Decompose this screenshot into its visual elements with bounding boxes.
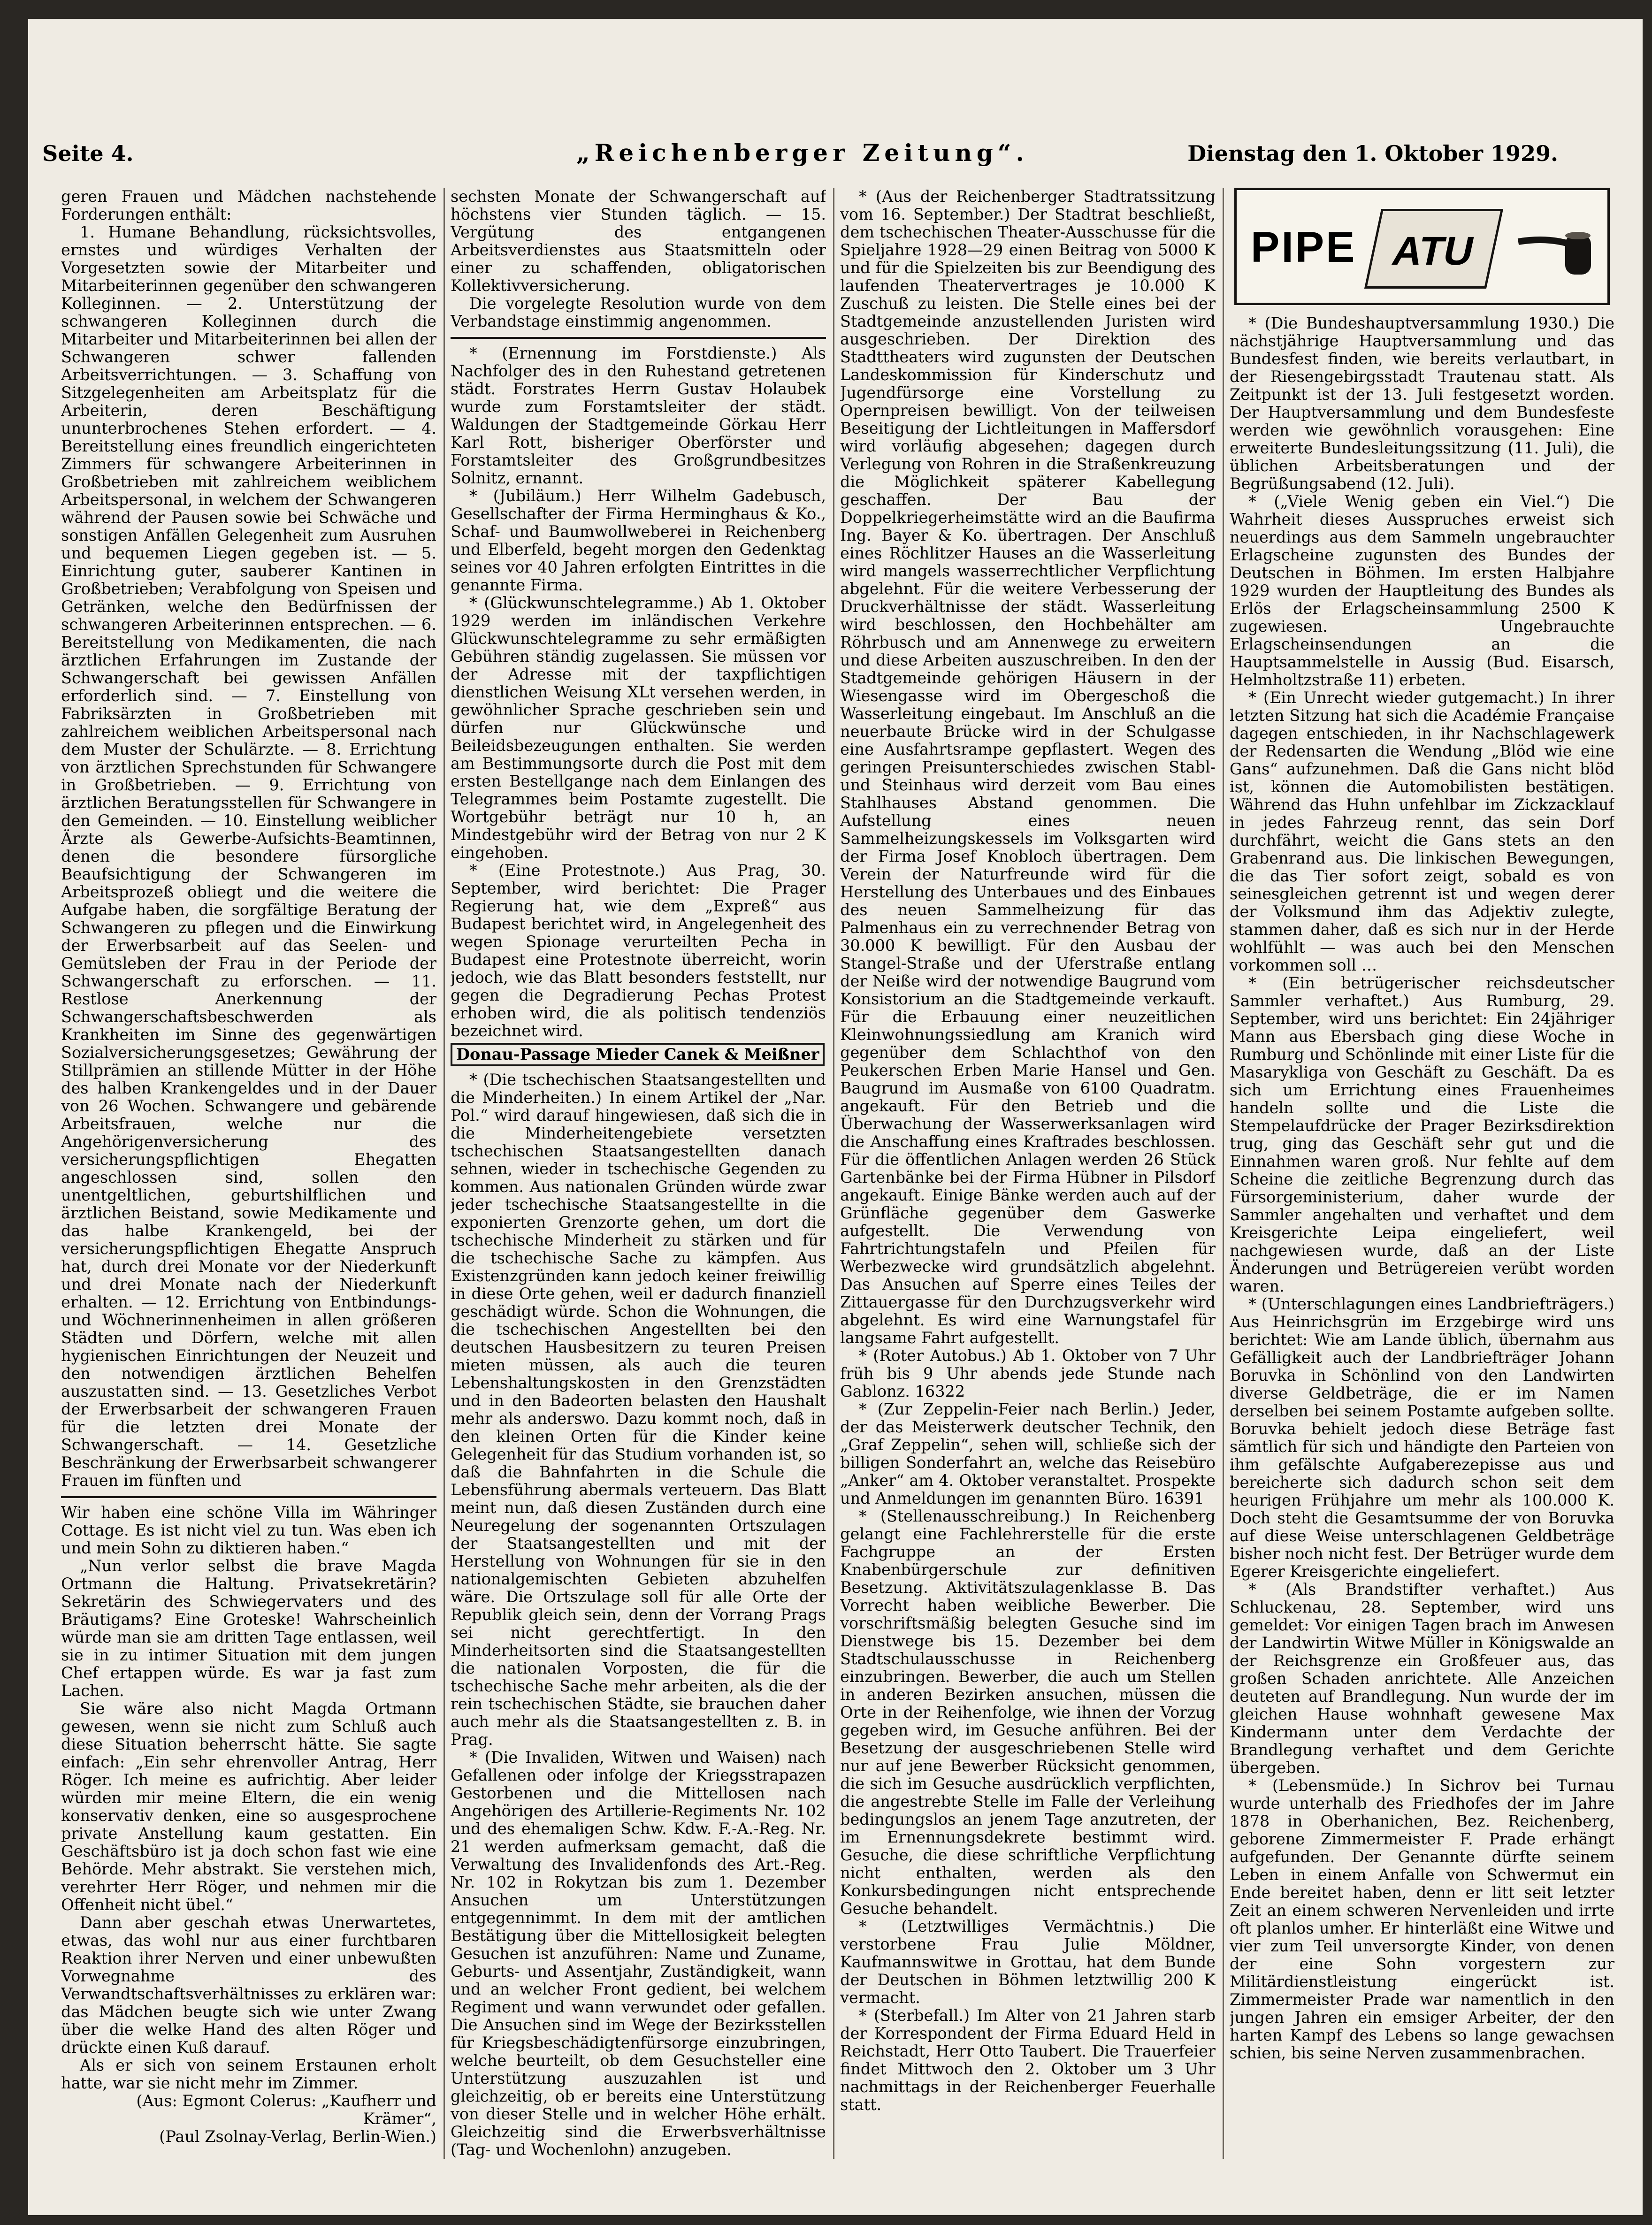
page-number: Seite 4. bbox=[42, 141, 134, 166]
news-item: * (Jubiläum.) Herr Wilhelm Gadebusch, Gesellschafter der Firma Herminghaus & Ko., Schaf- und Baumwollweberei in Reichenberg und Elberfeld, begeht morgen den Gedenktag seines vor 40 Jahren erfolgten Eintrittes in die genannte Firma. bbox=[451, 487, 826, 594]
news-item: * (Zur Zeppelin-Feier nach Berlin.) Jeder, der das Meisterwerk deutscher Technik, den „Graf Zeppelin“, sehen will, schließe sich der billigen Sonderfahrt an, welche das Reisebüro „Anker“ am 4. Oktober veranstaltet. Prospekte und Anmeldungen im genannten Büro. 16391 bbox=[840, 1400, 1216, 1507]
column-divider bbox=[1223, 188, 1224, 2159]
article-text: geren Frauen und Mädchen nachstehende Forderungen enthält: bbox=[61, 188, 436, 223]
section-rule bbox=[451, 337, 826, 339]
news-item: * (Unterschlagungen eines Landbriefträgers.) Aus Heinrichsgrün im Erzgebirge wird uns berichtet: Wie am Lande üblich, übernahm aus Gefälligkeit auch der Landbriefträger Johann Boruvka in Schönlind von den Landwirten diverse Geldbeträge, die er im Namen derselben bei seinem Postamte aufgeben sollte. Boruvka behielt jedoch diese Beträge fast sämtlich für sich und händigte den Parteien von ihm gefälschte Aufgaberezepisse aus und bereicherte sich dadurch schon seit dem heurigen Frühjahre um mehr als 100.000 K. Doch steht die Gesamtsumme der von Boruvka auf diese Weise unterschlagenen Geldbeträge bisher noch nicht fest. Der Betrüger wurde dem Egerer Kreisgerichte eingeliefert. bbox=[1230, 1295, 1614, 1581]
news-item: * (Die Invaliden, Witwen und Waisen) nach Gefallenen oder infolge der Kriegsstrapazen Gestorbenen und die Mittellosen nach Angehörigen des Artillerie-Regiments Nr. 102 und des ehemaligen Schw. Kdw. F.-A.-Reg. Nr. 21 werden aufmerksam gemacht, daß die Verwaltung des Invalidenfonds des Art.-Reg. Nr. 102 in Rokytzan bis zum 1. Dezember Ansuchen um Unterstützungen entgegennimmt. In dem mit der amtlichen Bestätigung über die Mittellosigkeit belegten Gesuchen ist anzuführen: Name und Zuname, Geburts- und Assentjahr, Zuständigkeit, wann und an welcher Front gedient, bei welchem Regiment und wann verwundet oder gefallen. Die Ansuchen sind im Wege der Bezirksstellen für Kriegsbeschädigtenfürsorge einzubringen, welche beurteilt, ob dem Gesuchsteller eine Unterstützung auszuzahlen ist und gleichzeitig, ob er bereits eine Unterstützung von dieser Stelle und in welcher Höhe erhält. Gleichzeitig sind die Erwerbsverhältnisse (Tag- und Wochenlohn) anzugeben. bbox=[451, 1748, 826, 2159]
masthead: „Reichenberger Zeitung“. bbox=[576, 139, 1029, 167]
novel-text: Sie wäre also nicht Magda Ortmann gewesen, wenn sie nicht zum Schluß auch diese Situation beherrscht hätte. Sie sagte einfach: „Ein sehr ehrenvoller Antrag, Herr Röger. Ich meine es aufrichtig. Aber leider würden mir meine Eltern, die ein wenig konservativ denken, eine so ausgesprochene private Anstellung kaum gestatten. Ein Geschäftsbüro ist ja doch schon fast wie eine Behörde. Mehr abstrakt. Sie verstehen mich, verehrter Herr Röger, und nehmen mir die Offenheit nicht übel.“ bbox=[61, 1699, 436, 1914]
news-item: * (Letztwilliges Vermächtnis.) Die verstorbene Frau Julie Möldner, Kaufmannswitwe in Grottau, hat dem Bunde der Deutschen in Böhmen letztwillig 200 K vermacht. bbox=[840, 1917, 1216, 2007]
news-item: * (Als Brandstifter verhaftet.) Aus Schluckenau, 28. September, wird uns gemeldet: Vor einigen Tagen brach im Anwesen der Landwirtin Witwe Müller in Königswalde an der Reichsgrenze ein Großfeuer aus, das großen Schaden anrichtete. Alle Anzeichen deuteten auf Brandlegung. Nun wurde der im gleichen Hause wohnhaft gewesene Max Kindermann unter dem Verdachte der Brandlegung verhaftet und dem Gerichte übergeben. bbox=[1230, 1580, 1614, 1777]
column-4 bbox=[1230, 314, 1614, 2182]
issue-date: Dienstag den 1. Oktober 1929. bbox=[1187, 141, 1558, 166]
column-1 bbox=[61, 188, 436, 2182]
novel-text: Dann aber geschah etwas Unerwartetes, etwas, das wohl nur aus einer furchtbaren Reaktion ihrer Nerven und einer unbewußten Vorwegnahme des Verwandtschaftsverhältnisses zu erklären war: das Mädchen beugte sich wie unter Zwang über die welke Hand des alten Röger und drückte einen Kuß darauf. bbox=[61, 1913, 436, 2057]
column-3 bbox=[840, 188, 1216, 2182]
article-text: 1. Humane Behandlung, rücksichtsvolles, ernstes und würdiges Verhalten der Vorgesetzten sowie der Mitarbeiter und Mitarbeiterinnen gegenüber den schwangeren Kolleginnen. — 2. Unterstützung der schwangeren Kolleginnen durch die Mitarbeiter und Mitarbeiterinnen bei allen der Schwangeren schwer fallenden Arbeitsverrichtungen. — 3. Schaffung von Sitzgelegenheiten am Arbeitsplatz für die Arbeiterin, deren Beschäftigung ununterbrochenes Stehen erfordert. — 4. Bereitstellung eines freundlich eingerichteten Zimmers für schwangere Arbeiterinnen in Großbetrieben mit zahlreichem weiblichem Arbeitspersonal, in welchem der Schwangeren während der Pausen sowie bei Schwäche und sonstigen Anfällen Gelegenheit zum Ausruhen und bequemen Liegen gegeben ist. — 5. Einrichtung guter, sauberer Kantinen in Großbetrieben; Verabfolgung von Speisen und Getränken, welche den Bedürfnissen der schwangeren Arbeiterinnen entsprechen. — 6. Bereitstellung von Medikamenten, die nach ärztlichen Erfahrungen im Zustande der Schwangerschaft bei gewissen Anfällen erforderlich sind. — 7. Einstellung von Fabriksärzten in Großbetrieben mit zahlreichem weiblichen Arbeitspersonal nach dem Muster der Schulärzte. — 8. Errichtung von ärztlichen Sprechstunden für Schwangere in Großbetrieben. — 9. Errichtung von ärztlichen Beratungsstellen für Schwangere in den Gemeinden. — 10. Einstellung weiblicher Ärzte als Gewerbe-Aufsichts-Beamtinnen, denen die besondere fürsorgliche Beaufsichtigung der Schwangeren im Arbeitsprozeß obliegt und die weitere die Aufgabe haben, die sorgfältige Beratung der Schwangeren zu pflegen und die Einwirkung der Erwerbsarbeit auf das Seelen- und Gemütsleben der Frau in der Periode der Schwangerschaft zu erforschen. — 11. Restlose Anerkennung der Schwangerschaftsbeschwerden als Krankheiten im Sinne des gegenwärtigen Sozialversicherungsgesetzes; Gewährung der Stillprämien an stillende Mütter in der Höhe des halben Krankengeldes und in der Dauer von 26 Wochen. Schwangere und gebärende Arbeitsfrauen, welche nur die Angehörigenversicherung des versicherungspflichtigen Ehegatten angeschlossen sind, sollen den unentgeltlichen, geburtshilflichen und ärztlichen Beistand, sowie Medikamente und das halbe Krankengeld, bei der versicherungspflichtigen Ehegatte Anspruch hat, durch drei Monate vor der Niederkunft und drei Monate nach der Niederkunft erhalten. — 12. Errichtung von Entbindungs- und Wöchnerinnenheimen in allen größeren Städten und Dörfern, welche mit allen hygienischen Einrichtungen der Neuzeit und den notwendigen ärztlichen Behelfen auszustatten sind. — 13. Gesetzliches Verbot der Erwerbsarbeit der schwangeren Frauen für die letzten drei Monate der Schwangerschaft. — 14. Gesetzliche Beschränkung der Erwerbsarbeit schwangerer Frauen im fünften und bbox=[61, 223, 436, 1490]
novel-text: Wir haben eine schöne Villa im Währinger Cottage. Es ist nicht viel zu tun. Was eben ich und mein Sohn zu diktieren haben.“ bbox=[61, 1503, 436, 1557]
article-text: sechsten Monate der Schwangerschaft auf höchstens vier Stunden täglich. — 15. Vergütung des entgangenen Arbeitsverdienstes aus Staatsmitteln oder einer zu schaffenden, obligatorischen Kollektivversicherung. bbox=[451, 188, 826, 295]
news-item: * (Die tschechischen Staatsangestellten und die Minderheiten.) In einem Artikel der „Nar. Pol.“ wird darauf hingewiesen, daß sich die in die Minderheitengebiete versetzten tschechischen Staatsangestellten danach sehnen, wieder in tschechische Gegenden zu kommen. Aus nationalen Gründen würde zwar jeder tschechische Staatsangestellte in die exponierten Grenzorte gehen, um dort die tschechische Minderheit zu stärken und für die tschechische Sache zu kämpfen. Aus Existenzgründen kann jedoch keiner freiwillig in diese Orte gehen, weil er dadurch finanziell geschädigt würde. Schon die Wohnungen, die die tschechischen Angestellten bei den deutschen Hausbesitzern zu teuren Preisen mieten müssen, als auch die teuren Lebenshaltungskosten in den Grenzstädten und in den Badeorten belasten den Haushalt mehr als anderswo. Dazu kommt noch, daß in den kleinen Orten für die Kinder keine Gelegenheit für das Studium vorhanden ist, so daß die Bahnfahrten in die Schule die Lebensführung abermals verteuern. Das Blatt meint nun, daß diesen Zuständen durch eine Neuregelung der sogenannten Ortszulagen der Staatsangestellten und mit der Herstellung von Wohnungen für sie in den nationalgemischten Gebieten abzuhelfen wäre. Die Ortszulage soll für alle Orte der Republik gleich sein, denn der Vorrang Prags sei nicht gerechtfertigt. In den Minderheitsorten sind die Staatsangestellten die nationalen Vorposten, die für die tschechische Sache mehr arbeiten, als die der rein tschechischen Städte, sie brauchen daher auch mehr als die Staatsangestellten z. B. in Prag. bbox=[451, 1070, 826, 1749]
news-item: * (Aus der Reichenberger Stadtratssitzung vom 16. September.) Der Stadtrat beschließt, dem tschechischen Theater-Ausschusse für die Spieljahre 1928—29 einen Beitrag von 5000 K und für die Spielzeiten bis zur Beendigung des laufenden Theatervertrages je 10.000 K Zuschuß zu leisten. Die Stelle eines bei der Stadtgemeinde anzustellenden Juristen wird ausgeschrieben. Der Direktion des Stadttheaters wird zugunsten der Deutschen Landeskommission für Kinderschutz und Jugendfürsorge eine Vorstellung zu Opernpreisen bewilligt. Von der teilweisen Beseitigung der Lichtleitungen in Maffersdorf wird vorläufig abgesehen; dagegen durch Verlegung von Rohren in die Straßenkreuzung die Möglichkeit späterer Kabellegung geschaffen. Der Bau der Doppelkriegerheimstätte wird an die Baufirma Ing. Bayer & Ko. übertragen. Der Anschluß eines Röchlitzer Hauses an die Wasserleitung wird mangels wasserrechtlicher Verpflichtung abgelehnt. Für die weitere Verbesserung der Druckverhältnisse der städt. Wasserleitung wird beschlossen, den Hochbehälter am Röhrbusch und am Annenwege zu erweitern und diese Arbeiten auszuschreiben. In den der Stadtgemeinde gehörigen Häusern in der Wiesengasse wird im Obergeschoß die Wasserleitung eingebaut. Im Anschluß an die neuerbaute Brücke wird in der Schulgasse eine Ausfahrtsrampe gepflastert. Wegen des geringen Preisunterschiedes zwischen Stabl- und Steinhaus wird derzeit vom Bau eines Stahlhauses Abstand genommen. Die Aufstellung eines neuen Sammelheizungskessels im Volksgarten wird der Firma Josef Knobloch übertragen. Dem Verein der Naturfreunde wird für die Herstellung des Unterbaues und des Einbaues des neuen Sammelheizung für das Palmenhaus ein zu verrechnender Betrag von 30.000 K bewilligt. Für den Ausbau der Stangel-Straße und der Uferstraße entlang der Neiße wird der notwendige Baugrund vom Konsistorium an die Stadtgemeinde verkauft. Für die Erbauung einer neuzeitlichen Kleinwohnungssiedlung am Kranich wird gegenüber dem Schlachthof von den Peukerschen Erben Marie Hansel und Gen. Baugrund im Ausmaße von 6100 Quadratm. angekauft. Für den Betrieb und die Überwachung der Wasserwerksanlagen wird die Anschaffung eines Kraftrades beschlossen. Für die öffentlichen Anlagen werden 26 Stück Gartenbänke bei der Firma Hübner in Pilsdorf angekauft. Einige Bänke werden auch auf der Grünfläche gegenüber dem Gaswerke aufgestellt. Die Verwendung von Fahrtrichtungstafeln und Pfeilen für Werbezwecke wird grundsätzlich abgelehnt. Das Ansuchen auf Sperre eines Teiles der Zittauergasse für den Durchzugsverkehr wird abgelehnt. Es wird eine Warnungstafel für langsame Fahrt aufgestellt. bbox=[840, 188, 1216, 1347]
novel-text: „Nun verlor selbst die brave Magda Ortmann die Haltung. Privatsekretärin? Sekretärin des Schwiegervaters und des Bräutigams? Eine Groteske! Wahrscheinlich würde man sie am dritten Tage entlassen, weil sie in zu intimer Situation mit dem jungen Chef ertappen würde. Es war ja fast zum Lachen. bbox=[61, 1557, 436, 1700]
ad-word-pipe: PIPE bbox=[1251, 223, 1357, 271]
pipe-advertisement bbox=[1234, 188, 1610, 305]
article-text: Die vorgelegte Resolution wurde von dem Verbandstage einstimmig angenommen. bbox=[451, 294, 826, 330]
news-item: * (Die Bundeshauptversammlung 1930.) Die nächstjährige Hauptversammlung und das Bundesfest finden, wie bereits verlautbart, in der Riesengebirgsstadt Trautenau statt. Als Zeitpunkt ist der 13. Juli festgesetzt worden. Der Hauptversammlung und dem Bundesfeste werden wie gewöhnlich vorausgehen: Eine erweiterte Bundesleitungssitzung (11. Juli), die üblichen Arbeitsberatungen und der Begrüßungsabend (12. Juli). bbox=[1230, 314, 1614, 493]
ad-word-brand: ATU bbox=[1388, 229, 1478, 274]
novel-publisher: (Paul Zsolnay-Verlag, Berlin-Wien.) bbox=[159, 2127, 436, 2146]
news-item: * (Roter Autobus.) Ab 1. Oktober von 7 Uhr früh bis 9 Uhr abends jede Stunde nach Gablonz. 16322 bbox=[840, 1346, 1216, 1400]
novel-text: Als er sich von seinem Erstaunen erholt hatte, war sie nicht mehr im Zimmer. bbox=[61, 2056, 436, 2092]
column-2 bbox=[451, 188, 826, 2182]
ad-box-graphic bbox=[1364, 209, 1503, 289]
news-item: * (Lebensmüde.) In Sichrov bei Turnau wurde unterhalb des Friedhofes der im Jahre 1878 in Oberhanichen, Bez. Reichenberg, geborene Zimmermeister F. Prade erhängt aufgefunden. Der Genannte dürfte seinem Leben in einem Anfalle von Schwermut ein Ende bereitet haben, denn er litt seit letzter Zeit an einem schweren Nervenleiden und irrte oft planlos umher. Er hinterläßt eine Witwe und vier zum Teil unversorgte Kinder, von denen der eine Sohn vorgestern zur Militärdienstleistung eingerückt ist. Zimmermeister Prade war namentlich in den jungen Jahren ein emsiger Arbeiter, der den harten Kampf des Lebens so lange gewachsen schien, bis seine Nerven zusammenbrachen. bbox=[1230, 1776, 1614, 2062]
column-divider bbox=[444, 188, 445, 2159]
news-item: * (Glückwunschtelegramme.) Ab 1. Oktober 1929 werden im inländischen Verkehre Glückwunschtelegramme zu sehr ermäßigten Gebühren ständig zugelassen. Sie müssen vor der Adresse mit der taxpflichtigen dienstlichen Weisung XLt versehen werden, in gewöhnlicher Sprache geschrieben sein und dürfen nur Glückwünsche und Beileidsbezeugungen enthalten. Sie werden am Bestimmungsorte durch die Post mit dem ersten Bestellgange nach dem Einlangen des Telegrammes beim Postamte zugestellt. Die Wortgebühr beträgt nur 10 h, an Mindestgebühr wird der Betrag von nur 2 K eingehoben. bbox=[451, 594, 826, 862]
news-item: * (Ein Unrecht wieder gutgemacht.) In ihrer letzten Sitzung hat sich die Académie Française dagegen entschieden, in ihr Nachschlagewerk der Redensarten die Wendung „Blöd wie eine Gans“ aufzunehmen. Daß die Gans nicht blöd ist, können die Automobilisten bestätigen. Während das Huhn unfehlbar im Zickzacklauf in jedes Fahrzeug rennt, das sein Dorf durchfährt, weicht die Gans stets an den Grabenrand aus. Die linkischen Bewegungen, die das Tier sofort zeigt, sobald es von seinesgleichen getrennt ist und wegen derer der Volksmund ihm das Adjektiv zulegte, stammen daher, daß es sich nur in der Herde wohlfühlt — was auch bei den Menschen vorkommen soll … bbox=[1230, 688, 1614, 974]
novel-source: (Aus: Egmont Colerus: „Kaufherr und Krämer“, bbox=[136, 2092, 436, 2128]
news-item: * (Sterbefall.) Im Alter von 21 Jahren starb der Korrespondent der Firma Eduard Held in Reichstadt, Herr Otto Taubert. Die Trauerfeier findet Mittwoch den 2. Oktober um 3 Uhr nachmittags in der Reichenberger Feuerhalle statt. bbox=[840, 2006, 1216, 2114]
section-rule bbox=[61, 1496, 436, 1498]
page-header bbox=[28, 131, 1577, 178]
news-item: * (Stellenausschreibung.) In Reichenberg gelangt eine Fachlehrerstelle für die erste Fachgruppe an der Ersten Knabenbürgerschule zur definitiven Besetzung. Aktivitätszulagenklasse B. Das Vorrecht haben weibliche Bewerber. Die vorschriftsmäßig belegten Gesuche sind im Dienstwege bis 15. Dezember bei dem Stadtschulausschusse in Reichenberg einzubringen. Bewerber, die auch um Stellen in anderen Bezirken ansuchen, müssen die Orte in der Reihenfolge, wie ihnen der Vorzug gegeben wird, im Gesuche anführen. Bei der Besetzung der ausgeschriebenen Stelle wird nur auf jene Bewerber Rücksicht genommen, die sich im Gesuche ausdrücklich verpflichten, die angestrebte Stelle im Falle der Verleihung bedingungslos an jenem Tage anzutreten, der im Ernennungsdekrete bestimmt wird. Gesuche, die diese schriftliche Verpflichtung nicht enthalten, werden als den Konkursbedingungen nicht entsprechende Gesuche behandelt. bbox=[840, 1507, 1216, 1918]
news-item: * (Ein betrügerischer reichsdeutscher Sammler verhaftet.) Aus Rumburg, 29. September, wird uns berichtet: Ein 24jähriger Mann aus Ebersbach ging diese Woche in Rumburg und Schönlinde mit einer Liste für die Masarykliga von Geschäft zu Geschäft. Da es sich um Errichtung eines Frauenheimes handeln sollte und die Liste die Stempelaufdrücke der Prager Bezirksdirektion trug, ging das Geschäft sehr gut und die Einnahmen waren groß. Nur fehlte auf dem Scheine die zeitliche Begrenzung durch das Fürsorgeministerium, daher wurde der Sammler angehalten und verhaftet und dem Kreisgerichte Leipa eingeliefert, weil nachgewiesen wurde, daß an der Liste Änderungen und Betrügereien verübt worden waren. bbox=[1230, 974, 1614, 1295]
pipe-icon bbox=[1514, 223, 1598, 284]
news-item: * („Viele Wenig geben ein Viel.“) Die Wahrheit dieses Ausspruches erweist sich neuerdings aus dem Sammeln ungebrauchter Erlagscheine zugunsten des Bundes der Deutschen in Böhmen. Im ersten Halbjahre 1929 wurden der Hauptleitung des Bundes als Erlös der Erlagscheinsammlung 2500 K zugewiesen. Ungebrauchte Erlagscheinsendungen an die Hauptsammelstelle in Aussig (Bud. Eisarsch, Helmholtzstraße 11) erbeten. bbox=[1230, 492, 1614, 689]
advertisement-box: Donau-Passage Mieder Canek & Meißner bbox=[451, 1043, 825, 1066]
news-item: * (Eine Protestnote.) Aus Prag, 30. September, wird berichtet: Die Prager Regierung hat, wie dem „Expreß“ aus Budapest berichtet wird, in Angelegenheit des wegen Spionage verurteilten Pecha in Budapest eine Protestnote überreicht, worin jedoch, wie das Blatt besonders feststellt, nur gegen die Degradierung Pechas Protest erhoben wird, die als politisch tendenziös bezeichnet wird. bbox=[451, 861, 826, 1040]
news-item: * (Ernennung im Forstdienste.) Als Nachfolger des in den Ruhestand getretenen städt. Forstrates Herrn Gustav Holaubek wurde zum Forstamtsleiter der städt. Waldungen der Stadtgemeinde Görkau Herr Karl Rott, bisheriger Oberförster und Forstamtsleiter des Großgrundbesitzes Solnitz, ernannt. bbox=[451, 344, 826, 487]
column-divider bbox=[833, 188, 834, 2159]
